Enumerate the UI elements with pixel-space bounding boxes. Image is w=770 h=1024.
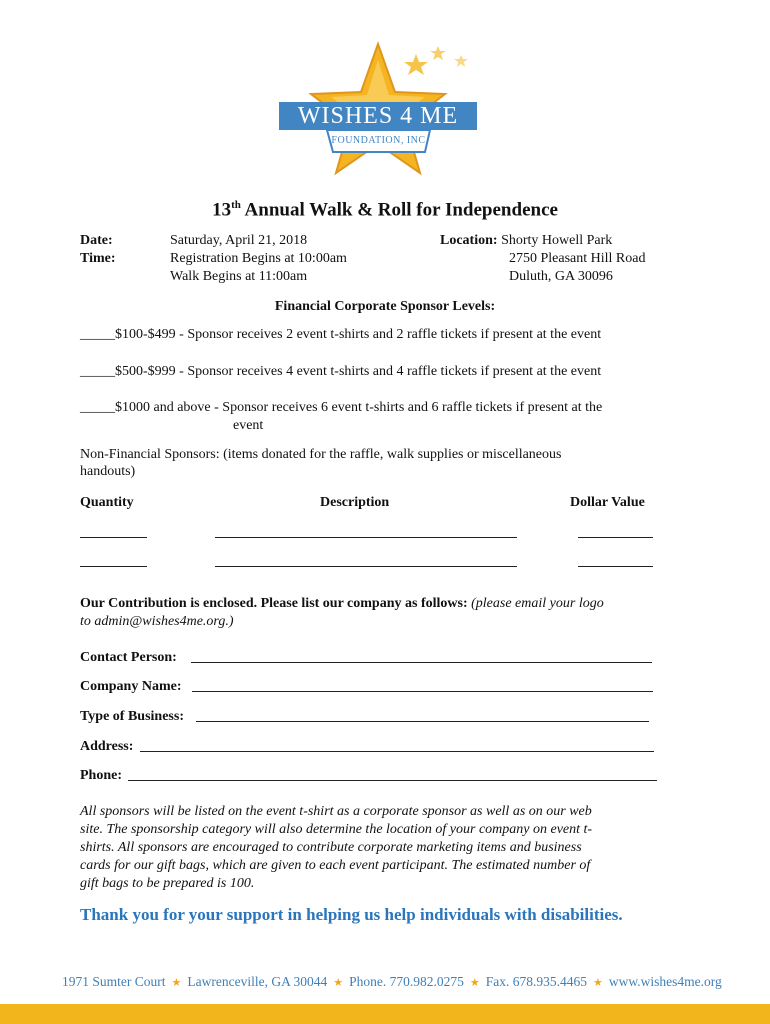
footer-contact-line: [62, 974, 722, 990]
level-text: $500-$999 - Sponsor receives 4 event t-shirts and 4 raffle tickets if present at the event: [115, 364, 602, 379]
title-rest: Annual Walk & Roll for Independence: [240, 199, 558, 221]
footer-star-icon: ★: [171, 977, 182, 989]
footer-star-icon: ★: [333, 977, 344, 989]
page-title: [0, 193, 770, 222]
type-of-business-field[interactable]: [196, 721, 649, 722]
contact-person-label: Contact Person:: [80, 650, 177, 665]
quantity-field-2[interactable]: [80, 566, 147, 567]
non-financial-line2: handouts): [80, 464, 136, 479]
address-label: Address:: [80, 739, 134, 754]
contribution-note: [80, 595, 604, 613]
title-suffix: th: [231, 199, 241, 211]
type-of-business-label: Type of Business:: [80, 709, 184, 724]
notice-line3: shirts. All sponsors are encouraged to contribute corporate marketing items and business: [80, 840, 582, 855]
company-name-field[interactable]: [192, 691, 653, 692]
company-name-label: Company Name:: [80, 679, 182, 694]
footer-fax: Fax. 678.935.4465: [485, 974, 587, 989]
description-field-2[interactable]: [215, 566, 517, 567]
location-line2: 2750 Pleasant Hill Road: [509, 251, 646, 266]
notice-line4: cards for our gift bags, which are given to each event participant. The estimated number of: [80, 858, 591, 873]
address-field[interactable]: [140, 751, 654, 752]
location-label: Location:: [440, 233, 498, 248]
contact-person-field[interactable]: [191, 662, 652, 663]
logo-name: WISHES 4 ME: [297, 103, 459, 129]
thank-you-message: Thank you for your support in helping us help individuals with disabilities.: [80, 905, 623, 924]
title-number: 13: [212, 199, 232, 221]
footer-bar: [0, 1004, 770, 1024]
contribution-email: to admin@wishes4me.org.): [80, 614, 234, 629]
time-label: Time:: [80, 251, 116, 266]
contribution-italic: (please email your logo: [467, 596, 604, 611]
footer-city: Lawrenceville, GA 30044: [187, 974, 328, 989]
description-header: Description: [320, 495, 390, 510]
level-blank[interactable]: _____: [80, 364, 115, 379]
sponsor-level-100: [80, 326, 601, 344]
footer-phone: Phone. 770.982.0275: [349, 974, 464, 989]
sponsor-level-1000: [80, 399, 602, 417]
notice-line1: All sponsors will be listed on the event t-shirt as a corporate sponsor as well as on our web: [80, 804, 592, 819]
notice-line5: gift bags to be prepared is 100.: [80, 876, 255, 891]
description-field-1[interactable]: [215, 537, 517, 538]
sponsor-levels-heading: Financial Corporate Sponsor Levels:: [274, 299, 496, 314]
dollar-value-field-1[interactable]: [578, 537, 653, 538]
logo-subtitle: FOUNDATION, INC: [331, 135, 426, 146]
logo-small-star-1: [404, 54, 428, 75]
contribution-bold: Our Contribution is enclosed. Please list our company as follows:: [80, 596, 468, 611]
date-label: Date:: [80, 233, 113, 248]
footer-website[interactable]: www.wishes4me.org: [608, 974, 722, 989]
walk-time: Walk Begins at 11:00am: [170, 269, 308, 284]
logo-small-star-2: [430, 46, 446, 60]
sponsor-level-500: [80, 363, 601, 381]
phone-field[interactable]: [128, 780, 657, 781]
location-block: [440, 232, 612, 250]
notice-line2: site. The sponsorship category will also determine the location of your company on event t-: [80, 822, 593, 837]
logo-small-star-3: [454, 55, 468, 67]
location-line3: Duluth, GA 30096: [509, 269, 613, 284]
level-text: $1000 and above - Sponsor receives 6 event t-shirts and 6 raffle tickets if present at the: [115, 400, 603, 415]
footer-address: 1971 Sumter Court: [62, 974, 166, 989]
dollar-value-header: Dollar Value: [570, 495, 645, 510]
dollar-value-field-2[interactable]: [578, 566, 653, 567]
non-financial-line1: Non-Financial Sponsors: (items donated for the raffle, walk supplies or miscellaneous: [80, 447, 562, 462]
sponsor-level-1000-cont: event: [233, 418, 264, 433]
footer-star-icon: ★: [592, 977, 603, 989]
foundation-logo: [275, 40, 480, 180]
quantity-field-1[interactable]: [80, 537, 147, 538]
level-blank[interactable]: _____: [80, 327, 115, 342]
level-blank[interactable]: _____: [80, 400, 115, 415]
location-line1: Shorty Howell Park: [501, 233, 613, 248]
level-text: $100-$499 - Sponsor receives 2 event t-shirts and 2 raffle tickets if present at the event: [115, 327, 602, 342]
event-date: Saturday, April 21, 2018: [170, 233, 308, 248]
footer-star-icon: ★: [469, 977, 480, 989]
quantity-header: Quantity: [80, 495, 134, 510]
registration-time: Registration Begins at 10:00am: [170, 251, 347, 266]
phone-label: Phone:: [80, 768, 122, 783]
